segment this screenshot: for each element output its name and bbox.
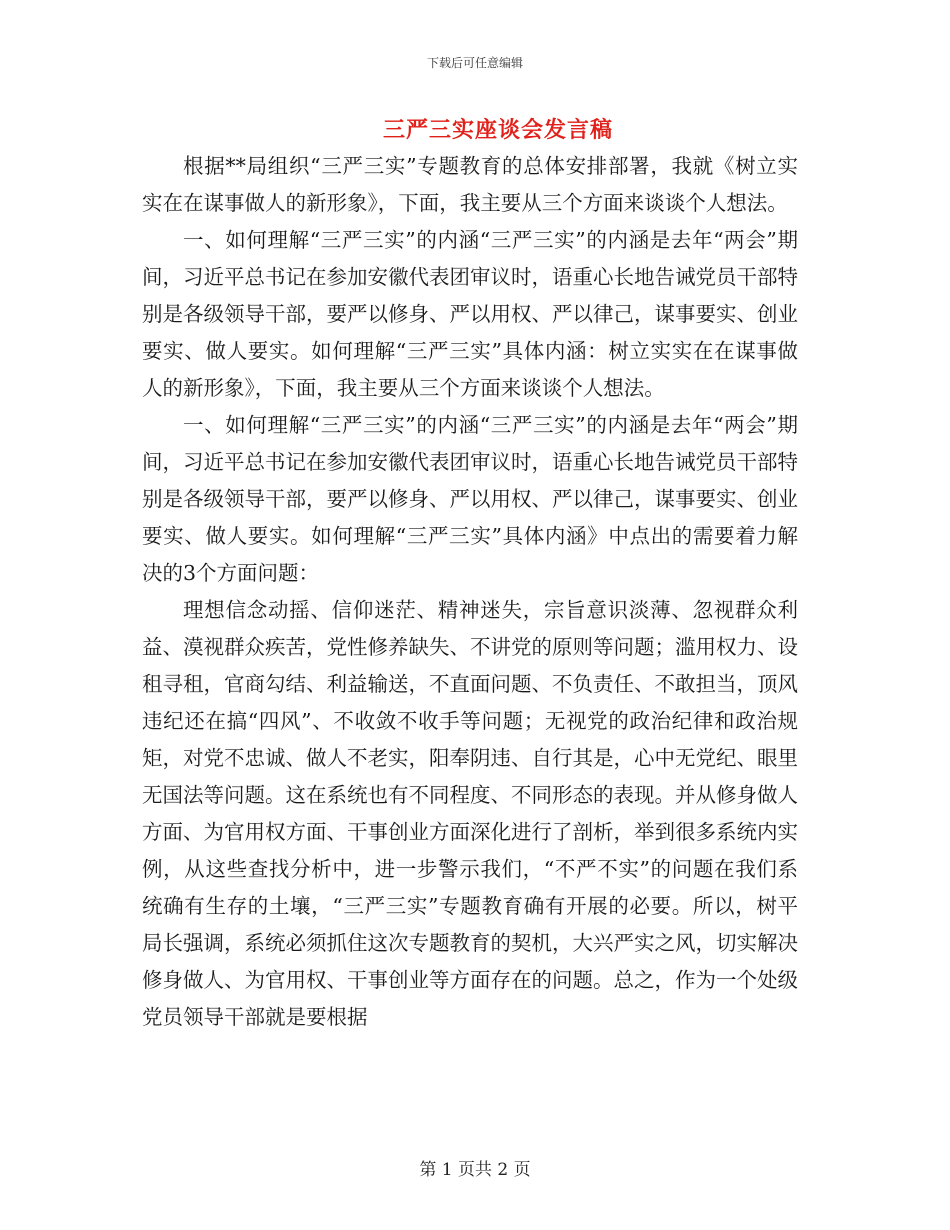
header-note: 下载后可任意编辑 [426, 56, 523, 70]
paragraph-intro: 根据**局组织“三严三实”专题教育的总体安排部署，我就《树立实实在在谋事做人的新形象》，下面，我主要从三个方面来谈谈个人想法。 [142, 154, 798, 215]
document-title: 三严三实座谈会发言稿 [382, 117, 613, 143]
paragraph-section-1-repeat: 一、如何理解“三严三实”的内涵“三严三实”的内涵是去年“两会”期间，习近平总书记在参加安徽代表团审议时，语重心长地告诫党员干部特别是各级领导干部，要严以修身、严以用权、严以律己，谋事要实、创业要实、做人要实。如何理解“三严三实”具体内涵》中点出的需要着力解决的3个方面问题： [142, 413, 798, 585]
paragraph-section-1: 一、如何理解“三严三实”的内涵“三严三实”的内涵是去年“两会”期间，习近平总书记在参加安徽代表团审议时，语重心长地告诫党员干部特别是各级领导干部，要严以修身、严以用权、严以律己，谋事要实、创业要实、做人要实。如何理解“三严三实”具体内涵：树立实实在在谋事做人的新形象》，下面，我主要从三个方面来谈谈个人想法。 [142, 228, 798, 400]
page-number-footer: 第 1 页共 2 页 [419, 1160, 531, 1180]
document-body [142, 148, 798, 1036]
paragraph-problems: 理想信念动摇、信仰迷茫、精神迷失，宗旨意识淡薄、忽视群众利益、漠视群众疾苦，党性修养缺失、不讲党的原则等问题；滥用权力、设租寻租，官商勾结、利益输送，不直面问题、不负责任、不敢担当，顶风违纪还在搞“四风”、不收敛不收手等问题；无视党的政治纪律和政治规矩，对党不忠诚、做人不老实，阳奉阴违、自行其是，心中无党纪、眼里无国法等问题。这在系统也有不同程度、不同形态的表现。并从修身做人方面、为官用权方面、干事创业方面深化进行了剖析，举到很多系统内实例，从这些查找分析中，进一步警示我们，“不严不实”的问题在我们系统确有生存的土壤，“三严三实”专题教育确有开展的必要。所以，树平局长强调，系统必须抓住这次专题教育的契机，大兴严实之风，切实解决修身做人、为官用权、干事创业等方面存在的问题。总之，作为一个处级党员领导干部就是要根据 [142, 598, 798, 1029]
